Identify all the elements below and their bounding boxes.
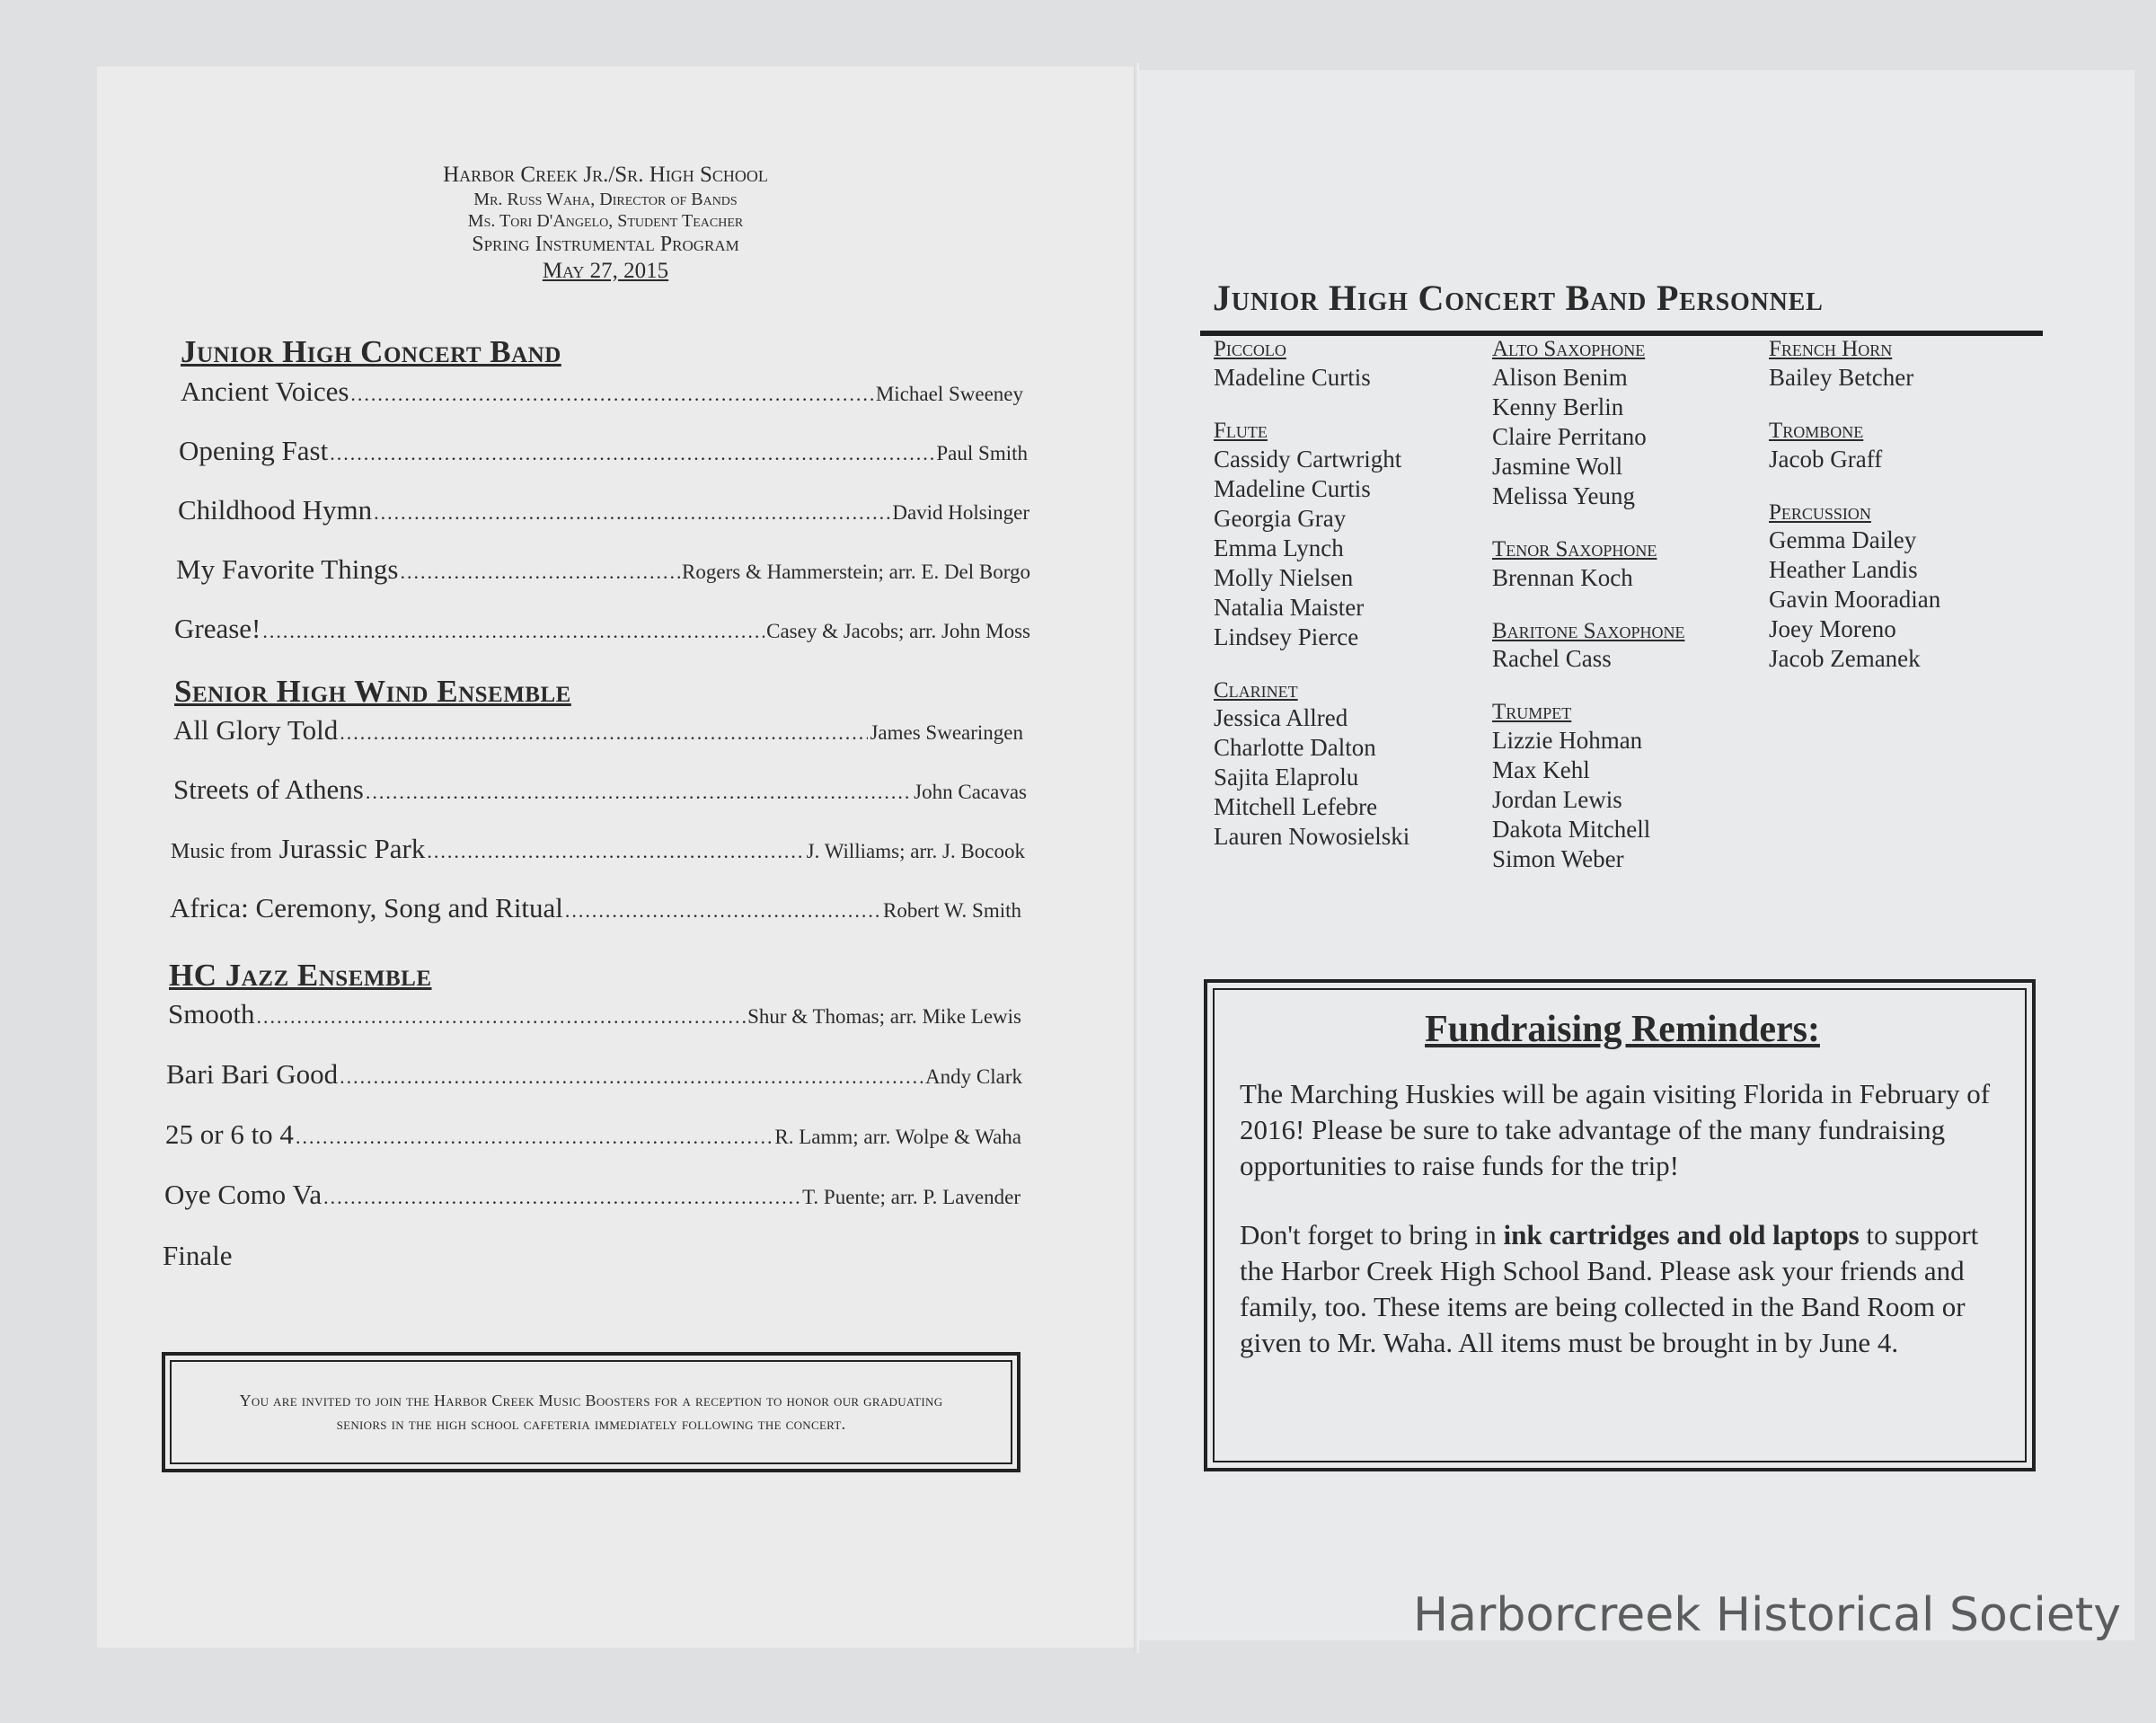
leader-dots: [427, 840, 804, 863]
personnel-title: Junior High Concert Band Personnel: [1213, 278, 1824, 318]
member-name: Simon Weber: [1492, 845, 1624, 872]
piece-prefix: Music from: [171, 840, 272, 863]
invitation-inner-border: [170, 1360, 1012, 1464]
director-line: Mr. Russ Waha, Director of Bands: [473, 190, 738, 209]
piece-composer: John Cacavas: [914, 781, 1027, 803]
invitation-text: You are invited to join the Harbor Creek Music Boosters for a reception to honor our graduating seniors in the high school cafeteria immediately following the concert.: [239, 1391, 943, 1433]
member-name: Rachel Cass: [1492, 645, 1612, 673]
section-baritone-saxophone: [1492, 619, 1762, 675]
program-entry: [164, 1179, 1021, 1218]
piece-composer: Paul Smith: [936, 442, 1028, 464]
section-trumpet: [1492, 700, 1762, 874]
fundraising-inner-border: [1213, 988, 2027, 1462]
piece-title: Jurassic Park: [278, 833, 426, 864]
finale: Finale: [163, 1240, 233, 1271]
program-entry: [178, 494, 1029, 534]
leader-dots: [262, 620, 764, 643]
section-flute: [1214, 419, 1483, 652]
program-date: May 27, 2015: [542, 258, 669, 283]
instrument-label: Alto Saxophone: [1492, 337, 1646, 361]
member-name: Cassidy Cartwright: [1214, 445, 1402, 473]
leader-dots: [330, 442, 934, 465]
piece-title: Opening Fast: [179, 435, 329, 466]
piece-title: All Glory Told: [173, 714, 339, 746]
instrument-label: French Horn: [1769, 337, 1893, 361]
member-name: Joey Moreno: [1769, 615, 1896, 643]
leader-dots: [340, 1065, 923, 1089]
fundraising-title: Fundraising Reminders:: [1425, 1009, 1820, 1050]
section-percussion: [1769, 500, 2038, 675]
fundraising-paragraph-1: The Marching Huskies will be again visiting Florida in February of 2016! Please be sure to take advantage of the many fundraising opportunities to raise funds for the trip!: [1240, 1078, 1991, 1181]
leader-dots: [323, 1186, 800, 1209]
member-name: Jacob Zemanek: [1769, 645, 1921, 673]
leader-dots: [256, 1005, 746, 1029]
member-name: Jordan Lewis: [1492, 786, 1622, 813]
piece-title: Bari Bari Good: [166, 1058, 339, 1090]
program-entry: [181, 376, 1023, 415]
member-name: Heather Landis: [1769, 556, 1918, 584]
piece-title: Childhood Hymn: [178, 494, 373, 526]
jh-section-title: Junior High Concert Band: [181, 334, 561, 369]
school-name: Harbor Creek Jr./Sr. High School: [443, 163, 768, 187]
student-teacher-line: Ms. Tori D'Angelo, Student Teacher: [467, 211, 744, 231]
member-name: Madeline Curtis: [1214, 474, 1371, 502]
personnel-column-3: [1769, 337, 2038, 700]
watermark: Harborcreek Historical Society: [1413, 1588, 2121, 1642]
member-name: Charlotte Dalton: [1214, 734, 1376, 762]
member-name: Bailey Betcher: [1769, 363, 1914, 391]
section-clarinet: [1214, 678, 1483, 853]
piece-composer: R. Lamm; arr. Wolpe & Waha: [774, 1126, 1021, 1148]
program-entry: [170, 892, 1021, 932]
invitation-box: [162, 1352, 1021, 1472]
program-entry: [174, 613, 1030, 652]
personnel-rule: [1200, 331, 2043, 336]
program-entry: [173, 773, 1027, 813]
member-name: Jasmine Woll: [1492, 452, 1623, 480]
piece-composer: Andy Clark: [925, 1065, 1022, 1088]
member-name: Madeline Curtis: [1214, 363, 1371, 391]
piece-composer: J. Williams; arr. J. Bocook: [806, 840, 1025, 862]
instrument-label: Trumpet: [1492, 700, 1572, 725]
program-name: Spring Instrumental Program: [472, 233, 739, 256]
piece-composer: James Swearingen: [870, 721, 1023, 744]
piece-composer: Michael Sweeney: [875, 383, 1023, 405]
program-entry: [179, 435, 1028, 474]
section-french-horn: [1769, 337, 2038, 393]
member-name: Georgia Gray: [1214, 504, 1347, 532]
member-name: Brennan Koch: [1492, 563, 1633, 591]
member-name: Dakota Mitchell: [1492, 816, 1651, 843]
piece-composer: Robert W. Smith: [883, 899, 1021, 922]
member-name: Jacob Graff: [1769, 445, 1883, 473]
program-entry: [173, 714, 1023, 754]
program-entry: [168, 998, 1021, 1038]
sh-section-title: Senior High Wind Ensemble: [174, 674, 571, 709]
leader-dots: [565, 899, 881, 923]
instrument-label: Baritone Saxophone: [1492, 618, 1685, 643]
fundraising-box: [1204, 979, 2036, 1471]
member-name: Kenny Berlin: [1492, 393, 1624, 420]
instrument-label: Clarinet: [1214, 677, 1298, 702]
piece-composer: T. Puente; arr. P. Lavender: [802, 1186, 1021, 1208]
piece-title: Streets of Athens: [173, 773, 364, 805]
instrument-label: Trombone: [1769, 418, 1864, 443]
program-header: [336, 162, 875, 285]
piece-title: Africa: Ceremony, Song and Ritual: [170, 892, 563, 923]
piece-title: Ancient Voices: [181, 376, 349, 407]
piece-title: Grease!: [174, 613, 261, 644]
personnel-column-2: [1492, 337, 1762, 900]
fundraising-paragraph-2: [1240, 1217, 2005, 1361]
member-name: Melissa Yeung: [1492, 482, 1636, 509]
member-name: Gavin Mooradian: [1769, 586, 1941, 614]
instrument-label: Piccolo: [1214, 337, 1286, 361]
member-name: Molly Nielsen: [1214, 563, 1354, 591]
member-name: Max Kehl: [1492, 756, 1590, 783]
leader-dots: [296, 1126, 773, 1149]
leader-dots: [350, 383, 873, 406]
member-name: Mitchell Lefebre: [1214, 793, 1378, 821]
page-fold: [1134, 63, 1139, 1653]
piece-title: 25 or 6 to 4: [165, 1118, 294, 1150]
member-name: Lizzie Hohman: [1492, 727, 1643, 754]
program-entry: [176, 553, 1030, 593]
member-name: Emma Lynch: [1214, 534, 1344, 561]
member-name: Lindsey Pierce: [1214, 623, 1359, 650]
instrument-label: Flute: [1214, 418, 1268, 443]
piece-title: My Favorite Things: [176, 553, 399, 585]
member-name: Lauren Nowosielski: [1214, 823, 1410, 851]
member-name: Claire Perritano: [1492, 422, 1647, 450]
leader-dots: [340, 721, 868, 745]
piece-composer: Shur & Thomas; arr. Mike Lewis: [747, 1005, 1021, 1028]
member-name: Jessica Allred: [1214, 704, 1348, 732]
instrument-label: Percussion: [1769, 499, 1871, 525]
piece-composer: Rogers & Hammerstein; arr. E. Del Borgo: [682, 561, 1030, 583]
paragraph-2-end: to support the Harbor Creek High School Band. Please ask your friends and family, too. These items are being collected in the Band Room or given to Mr. Waha. All items must be brought in by June 4.: [1240, 1219, 1979, 1358]
piece-title: Oye Como Va: [164, 1179, 323, 1210]
piece-composer: Casey & Jacobs; arr. John Moss: [766, 620, 1030, 642]
program-entry: [166, 1058, 1022, 1098]
member-name: Natalia Maister: [1214, 593, 1365, 621]
paragraph-2-start: Don't forget to bring in: [1240, 1219, 1504, 1250]
leader-dots: [366, 781, 912, 804]
member-name: Sajita Elaprolu: [1214, 764, 1359, 791]
jazz-section-title: HC Jazz Ensemble: [169, 958, 432, 993]
piece-title: Smooth: [168, 998, 255, 1029]
piece-composer: David Holsinger: [892, 501, 1029, 524]
member-name: Gemma Dailey: [1769, 526, 1917, 554]
instrument-label: Tenor Saxophone: [1492, 536, 1657, 561]
section-tenor-saxophone: [1492, 537, 1762, 593]
section-alto-saxophone: [1492, 337, 1762, 511]
program-entry: [171, 833, 1025, 872]
leader-dots: [374, 501, 890, 525]
program-entry: [165, 1118, 1021, 1158]
section-piccolo: [1214, 337, 1483, 393]
paragraph-2-emphasis: ink cartridges and old laptops: [1503, 1219, 1860, 1250]
leader-dots: [400, 561, 680, 584]
section-trombone: [1769, 419, 2038, 474]
member-name: Alison Benim: [1492, 363, 1628, 391]
personnel-column-1: [1214, 337, 1483, 878]
